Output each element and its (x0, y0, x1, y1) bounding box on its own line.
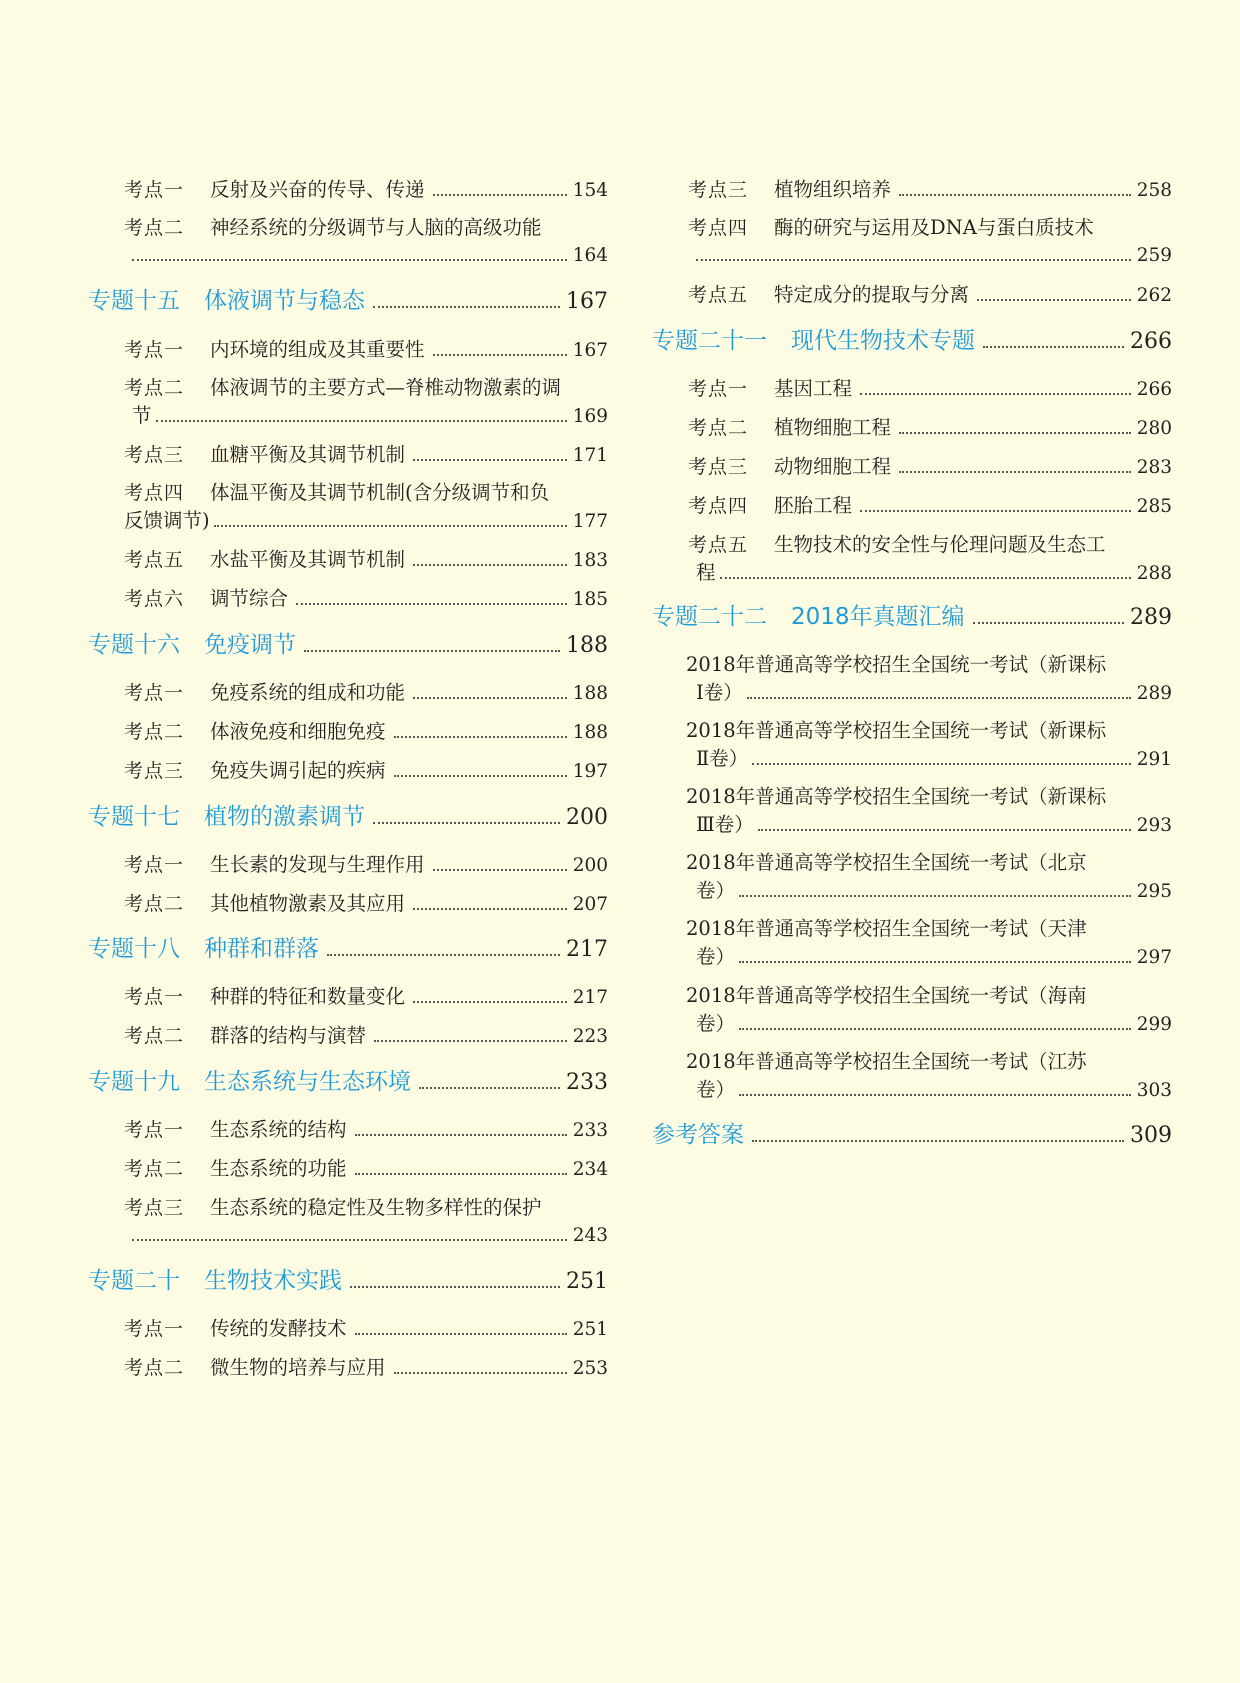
exam-title: 2018年普通高等学校招生全国统一考试（新课标 (686, 653, 1107, 676)
entry-tag: 考点四 (688, 495, 749, 517)
section-heading[interactable] (652, 326, 1172, 357)
entry-title: 群落的结构与演替 (210, 1024, 367, 1047)
dot-leader (394, 775, 567, 777)
dot-leader (413, 908, 567, 910)
dot-leader (355, 1134, 567, 1136)
entry-title: 体液调节的主要方式—脊椎动物激素的调 (210, 376, 562, 399)
page-number: 169 (572, 406, 608, 427)
toc-entry[interactable] (652, 214, 1172, 270)
entry-tag: 考点四 (688, 217, 749, 239)
toc-entry[interactable] (88, 1022, 608, 1051)
dot-leader (720, 577, 1131, 579)
entry-title: 体液免疫和细胞免疫 (210, 720, 386, 743)
page-number: 167 (572, 340, 608, 361)
exam-title: 2018年普通高等学校招生全国统一考试（江苏 (686, 1050, 1087, 1073)
toc-entry[interactable] (652, 492, 1172, 521)
dot-leader (977, 299, 1131, 301)
entry-tag: 考点一 (124, 179, 185, 201)
dot-leader (739, 895, 1131, 897)
entry-tag: 考点三 (688, 456, 749, 478)
toc-entry-exam[interactable] (652, 915, 1172, 972)
entry-tag: 考点一 (688, 378, 749, 400)
entry-tag: 考点四 (124, 482, 185, 504)
toc-entry[interactable] (652, 531, 1172, 588)
page-number: 297 (1136, 947, 1172, 968)
dot-leader (350, 1286, 560, 1288)
dot-leader (214, 525, 567, 527)
section-number: 专题二十二 (652, 604, 767, 630)
page-number: 188 (566, 633, 608, 658)
page-number: 291 (1136, 749, 1172, 770)
exam-title: 2018年普通高等学校招生全国统一考试（新课标 (686, 719, 1107, 742)
page-number: 217 (572, 987, 608, 1008)
exam-title: 2018年普通高等学校招生全国统一考试（北京 (686, 851, 1087, 874)
page-number: 309 (1130, 1123, 1172, 1148)
dot-leader (758, 829, 1131, 831)
section-heading[interactable] (88, 630, 608, 661)
page-number: 303 (1136, 1080, 1172, 1101)
page-number: 285 (1136, 496, 1172, 517)
dot-leader (739, 1028, 1131, 1030)
dot-leader (696, 259, 1131, 261)
toc-entry[interactable] (88, 546, 608, 575)
entry-tag: 考点三 (124, 1197, 185, 1219)
page-number: 283 (1136, 457, 1172, 478)
entry-title: 反射及兴奋的传导、传递 (210, 178, 425, 201)
dot-leader (394, 1372, 567, 1374)
entry-title: 植物组织培养 (774, 178, 892, 201)
page-number: 299 (1136, 1014, 1172, 1035)
toc-entry-exam[interactable] (652, 849, 1172, 906)
entry-tag: 考点一 (124, 1119, 185, 1141)
page-number: 289 (1130, 605, 1172, 630)
page-number: 253 (572, 1358, 608, 1379)
section-heading[interactable] (652, 602, 1172, 633)
entry-title: 微生物的培养与应用 (210, 1356, 386, 1379)
entry-title: 生态系统的功能 (210, 1157, 347, 1180)
page-number: 251 (566, 1269, 608, 1294)
dot-leader (899, 471, 1131, 473)
entry-title: 酶的研究与运用及DNA与蛋白质技术 (774, 216, 1094, 239)
page-number: 223 (572, 1026, 608, 1047)
entry-tag: 考点二 (124, 1357, 185, 1379)
toc-entry[interactable] (88, 441, 608, 470)
page-number: 293 (1136, 815, 1172, 836)
dot-leader (860, 510, 1131, 512)
section-name: 体液调节与稳态 (204, 288, 365, 314)
toc-entry-exam[interactable] (652, 982, 1172, 1039)
page-number: 200 (572, 855, 608, 876)
toc-entry[interactable] (88, 176, 608, 205)
page-number: 185 (572, 589, 608, 610)
section-name: 参考答案 (652, 1122, 744, 1148)
section-name: 免疫调节 (204, 632, 296, 658)
entry-tag: 考点一 (124, 854, 185, 876)
dot-leader (327, 954, 560, 956)
entry-title: 种群的特征和数量变化 (210, 985, 406, 1008)
entry-title: 生态系统的稳定性及生物多样性的保护 (210, 1196, 542, 1219)
dot-leader (296, 603, 567, 605)
entry-title: 水盐平衡及其调节机制 (210, 548, 406, 571)
page-number: 217 (566, 937, 608, 962)
page-number: 259 (1136, 245, 1172, 266)
entry-title-continued: 程 (696, 561, 716, 584)
page-number: 234 (572, 1159, 608, 1180)
page-number: 266 (1136, 379, 1172, 400)
section-number: 专题二十一 (652, 328, 767, 354)
dot-leader (355, 1173, 567, 1175)
entry-title: 传统的发酵技术 (210, 1317, 347, 1340)
dot-leader (355, 1333, 567, 1335)
entry-title: 内环境的组成及其重要性 (210, 338, 425, 361)
page-number: 200 (566, 805, 608, 830)
exam-title-continued: Ⅲ卷） (696, 813, 754, 836)
entry-tag: 考点一 (124, 986, 185, 1008)
entry-title: 生长素的发现与生理作用 (210, 853, 425, 876)
page-number: 243 (572, 1225, 608, 1246)
toc-entry[interactable] (88, 1354, 608, 1383)
page-number: 266 (1130, 329, 1172, 354)
entry-title: 胚胎工程 (774, 494, 853, 517)
section-name: 2018年真题汇编 (791, 604, 965, 630)
entry-title-continued: 节 (132, 404, 152, 427)
toc-entry[interactable] (652, 375, 1172, 404)
toc-entry[interactable] (88, 679, 608, 708)
dot-leader (752, 763, 1130, 765)
dot-leader (374, 1040, 567, 1042)
entry-title: 神经系统的分级调节与人脑的高级功能 (210, 216, 542, 239)
dot-leader (433, 354, 567, 356)
section-name: 种群和群落 (204, 936, 319, 962)
section-heading[interactable] (88, 1067, 608, 1098)
entry-title: 其他植物激素及其应用 (210, 892, 406, 915)
section-number: 专题十八 (88, 936, 180, 962)
entry-tag: 考点五 (124, 549, 185, 571)
section-heading[interactable] (88, 802, 608, 833)
toc-entry[interactable] (88, 1155, 608, 1184)
section-name: 生态系统与生态环境 (204, 1069, 411, 1095)
entry-title: 基因工程 (774, 377, 853, 400)
entry-title: 免疫失调引起的疾病 (210, 759, 386, 782)
dot-leader (752, 1140, 1124, 1142)
entry-tag: 考点三 (124, 760, 185, 782)
toc-entry-exam[interactable] (652, 1048, 1172, 1105)
exam-title-continued: Ⅰ卷） (696, 681, 743, 704)
toc-entry[interactable] (88, 336, 608, 365)
toc-entry[interactable] (88, 983, 608, 1012)
entry-title-continued: 反馈调节) (124, 509, 210, 532)
entry-title: 体温平衡及其调节机制(含分级调节和负 (210, 481, 550, 504)
exam-title-continued: Ⅱ卷） (696, 747, 749, 770)
dot-leader (373, 822, 560, 824)
section-number: 专题十九 (88, 1069, 180, 1095)
section-name: 植物的激素调节 (204, 804, 365, 830)
dot-leader (373, 306, 560, 308)
dot-leader (132, 259, 567, 261)
toc-entry[interactable] (88, 214, 608, 270)
toc-entry[interactable] (88, 757, 608, 786)
dot-leader (899, 432, 1131, 434)
dot-leader (394, 736, 567, 738)
page-number: 258 (1136, 180, 1172, 201)
entry-title: 生物技术的安全性与伦理问题及生态工 (774, 533, 1106, 556)
dot-leader (973, 622, 1124, 624)
dot-leader (747, 697, 1131, 699)
page-number: 197 (572, 761, 608, 782)
toc-entry[interactable] (652, 176, 1172, 205)
entry-title: 特定成分的提取与分离 (774, 283, 970, 306)
toc-entry[interactable] (88, 1116, 608, 1145)
entry-tag: 考点二 (124, 721, 185, 743)
dot-leader (983, 346, 1124, 348)
entry-tag: 考点二 (688, 417, 749, 439)
entry-title: 动物细胞工程 (774, 455, 892, 478)
toc-entry-exam[interactable] (652, 651, 1172, 708)
page-number: 167 (566, 289, 608, 314)
dot-leader (419, 1087, 560, 1089)
section-number: 专题十六 (88, 632, 180, 658)
exam-title-continued: 卷） (696, 1078, 736, 1101)
dot-leader (433, 869, 567, 871)
exam-title-continued: 卷） (696, 1012, 736, 1035)
toc-entry[interactable] (88, 1194, 608, 1250)
entry-tag: 考点二 (124, 1025, 185, 1047)
toc-entry[interactable] (88, 585, 608, 614)
entry-tag: 考点三 (124, 444, 185, 466)
page-number: 280 (1136, 418, 1172, 439)
dot-leader (132, 1239, 567, 1241)
exam-title: 2018年普通高等学校招生全国统一考试（天津 (686, 917, 1087, 940)
toc-entry[interactable] (652, 414, 1172, 443)
dot-leader (739, 961, 1131, 963)
dot-leader (739, 1094, 1131, 1096)
dot-leader (304, 650, 560, 652)
entry-tag: 考点五 (688, 534, 749, 556)
entry-tag: 考点一 (124, 1318, 185, 1340)
page-number: 288 (1136, 563, 1172, 584)
page-number: 177 (572, 511, 608, 532)
section-name: 现代生物技术专题 (791, 328, 975, 354)
exam-title: 2018年普通高等学校招生全国统一考试（新课标 (686, 785, 1107, 808)
dot-leader (413, 564, 567, 566)
dot-leader (156, 420, 567, 422)
section-number: 专题十五 (88, 288, 180, 314)
section-heading[interactable] (88, 286, 608, 317)
entry-tag: 考点二 (124, 377, 185, 399)
toc-entry[interactable] (88, 1315, 608, 1344)
entry-tag: 考点一 (124, 339, 185, 361)
toc-entry[interactable] (88, 374, 608, 431)
page-number: 171 (572, 445, 608, 466)
page-number: 188 (572, 722, 608, 743)
toc-entry-exam[interactable] (652, 783, 1172, 840)
dot-leader (413, 459, 567, 461)
section-heading-answers[interactable] (652, 1120, 1172, 1151)
page-number: 207 (572, 894, 608, 915)
page-number: 164 (572, 245, 608, 266)
page-number: 188 (572, 683, 608, 704)
dot-leader (413, 1001, 567, 1003)
dot-leader (413, 697, 567, 699)
entry-tag: 考点五 (688, 284, 749, 306)
dot-leader (433, 194, 567, 196)
page-number: 289 (1136, 683, 1172, 704)
section-name: 生物技术实践 (204, 1268, 342, 1294)
exam-title: 2018年普通高等学校招生全国统一考试（海南 (686, 984, 1087, 1007)
entry-title: 调节综合 (210, 587, 289, 610)
toc-entry[interactable] (88, 851, 608, 880)
toc-entry[interactable] (652, 453, 1172, 482)
section-heading[interactable] (88, 934, 608, 965)
page-number: 154 (572, 180, 608, 201)
entry-title: 血糖平衡及其调节机制 (210, 443, 406, 466)
entry-tag: 考点六 (124, 588, 185, 610)
page-number: 251 (572, 1319, 608, 1340)
entry-tag: 考点二 (124, 1158, 185, 1180)
entry-tag: 考点三 (688, 179, 749, 201)
exam-title-continued: 卷） (696, 879, 736, 902)
toc-entry[interactable] (88, 479, 608, 536)
section-number: 专题二十 (88, 1268, 180, 1294)
page-number: 233 (572, 1120, 608, 1141)
page-number: 233 (566, 1070, 608, 1095)
section-number: 专题十七 (88, 804, 180, 830)
entry-title: 植物细胞工程 (774, 416, 892, 439)
entry-tag: 考点二 (124, 893, 185, 915)
page-number: 295 (1136, 881, 1172, 902)
section-heading[interactable] (88, 1266, 608, 1297)
toc-entry[interactable] (652, 281, 1172, 310)
entry-tag: 考点一 (124, 682, 185, 704)
entry-title: 免疫系统的组成和功能 (210, 681, 406, 704)
page-number: 183 (572, 550, 608, 571)
dot-leader (899, 194, 1131, 196)
toc-entry-exam[interactable] (652, 717, 1172, 774)
exam-title-continued: 卷） (696, 945, 736, 968)
toc-entry[interactable] (88, 718, 608, 747)
entry-tag: 考点二 (124, 217, 185, 239)
entry-title: 生态系统的结构 (210, 1118, 347, 1141)
toc-entry[interactable] (88, 890, 608, 919)
page-number: 262 (1136, 285, 1172, 306)
dot-leader (860, 393, 1131, 395)
